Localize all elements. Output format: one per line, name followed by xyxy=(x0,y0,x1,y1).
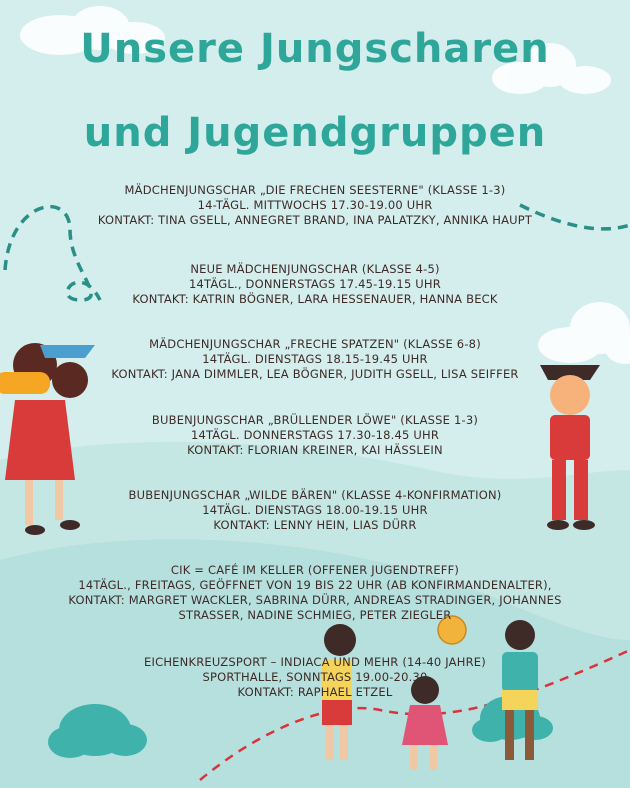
group-block-3 xyxy=(30,337,600,382)
group-block-1 xyxy=(30,183,600,228)
group-name: MÄDCHENJUNGSCHAR „FRECHE SPATZEN" (KLASSE 6-8) xyxy=(149,337,481,351)
group-block-7 xyxy=(30,655,600,700)
group-name: BUBENJUNGSCHAR „BRÜLLENDER LÖWE" (KLASSE 1-3) xyxy=(151,413,479,427)
group-schedule: 14TÄGL. DIENSTAGS 18.15-19.45 UHR xyxy=(202,352,428,366)
page-title-line-2: und Jugendgruppen xyxy=(83,110,547,156)
group-name: CIK = CAFÉ IM KELLER (OFFENER JUGENDTREFF) xyxy=(170,563,460,577)
group-block-2 xyxy=(30,262,600,307)
group-contact: KONTAKT: FLORIAN KREINER, KAI HÄSSLEIN xyxy=(187,443,443,457)
group-name: BUBENJUNGSCHAR „WILDE BÄREN" (KLASSE 4-KONFIRMATION) xyxy=(128,488,502,502)
group-name: MÄDCHENJUNGSCHAR „DIE FRECHEN SEESTERNE" (KLASSE 1-3) xyxy=(124,183,506,197)
group-contact: KONTAKT: RAPHAEL ETZEL xyxy=(237,685,393,699)
group-name: EICHENKREUZSPORT – INDIACA UND MEHR (14-40 JAHRE) xyxy=(144,655,486,669)
group-contact: KONTAKT: KATRIN BÖGNER, LARA HESSENAUER, HANNA BECK xyxy=(132,292,498,306)
group-block-6 xyxy=(40,563,590,623)
group-schedule: 14TÄGL. DONNERSTAGS 17.30-18.45 UHR xyxy=(190,428,440,442)
group-contact: KONTAKT: MARGRET WACKLER, SABRINA DÜRR, ANDREAS STRADINGER, JOHANNES STRASSER, NADINE SCHMIEG, PETER ZIEGLER xyxy=(68,593,562,622)
group-schedule: 14TÄGL. DIENSTAGS 18.00-19.15 UHR xyxy=(202,503,428,517)
group-contact: KONTAKT: JANA DIMMLER, LEA BÖGNER, JUDITH GSELL, LISA SEIFFER xyxy=(111,367,519,381)
group-contact: KONTAKT: LENNY HEIN, LIAS DÜRR xyxy=(213,518,417,532)
group-block-5 xyxy=(30,488,600,533)
page-title-line-1: Unsere Jungscharen xyxy=(80,26,550,72)
group-schedule: 14TÄGL., DONNERSTAGS 17.45-19.15 UHR xyxy=(189,277,441,291)
group-schedule: SPORTHALLE, SONNTAGS 19.00-20.30 xyxy=(202,670,428,684)
group-schedule: 14TÄGL., FREITAGS, GEÖFFNET VON 19 BIS 22 UHR (AB KONFIRMANDENALTER), xyxy=(78,578,552,592)
group-schedule: 14-TÄGL. MITTWOCHS 17.30-19.00 UHR xyxy=(197,198,433,212)
group-name: NEUE MÄDCHENJUNGSCHAR (KLASSE 4-5) xyxy=(190,262,440,276)
group-contact: KONTAKT: TINA GSELL, ANNEGRET BRAND, INA PALATZKY, ANNIKA HAUPT xyxy=(97,213,533,227)
group-block-4 xyxy=(30,413,600,458)
